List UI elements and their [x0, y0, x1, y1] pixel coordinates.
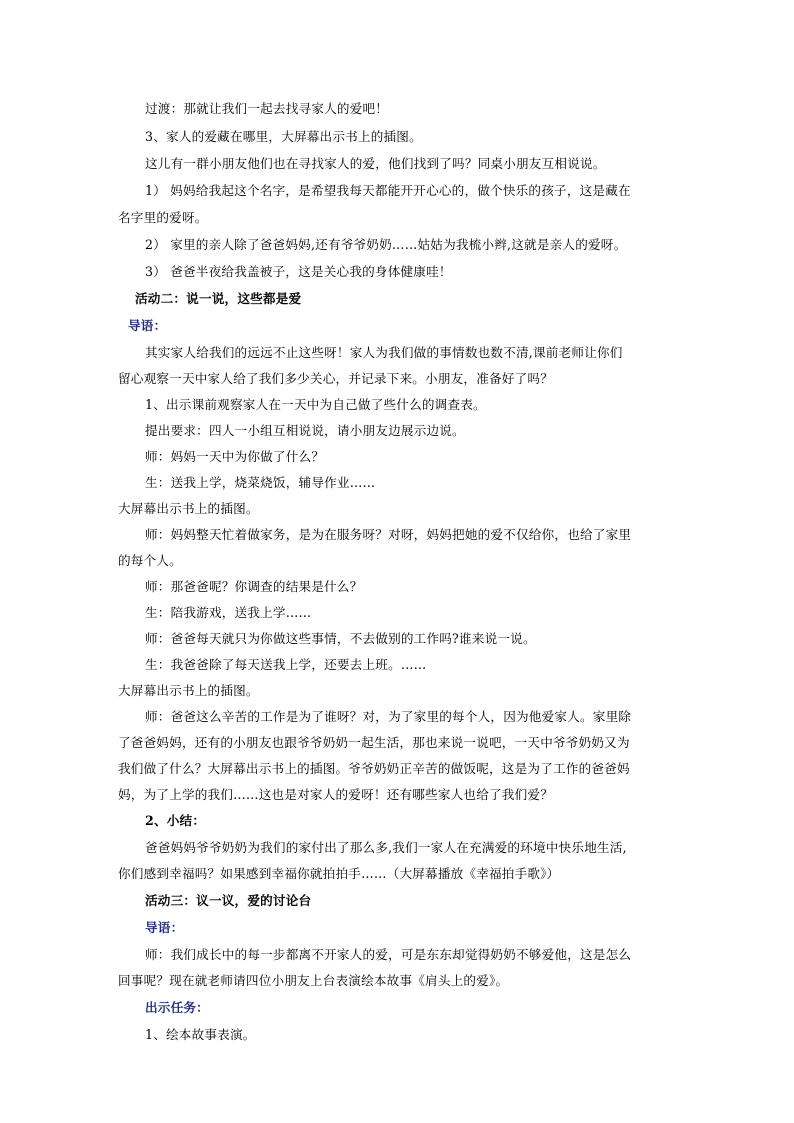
- task-item-1: 1、绘本故事表演。: [145, 1027, 256, 1042]
- teacher-line-continuation: 我们做了什么？大屏幕出示书上的插图。爷爷奶奶正辛苦的做饭呢，这是为了工作的爸爸妈: [118, 761, 630, 776]
- teacher-line-continuation: 了爸爸妈妈，还有的小朋友也跟爷爷奶奶一起生活，那也来说一说吧，一天中爷爷奶奶又为: [118, 735, 630, 750]
- paragraph-line: 其实家人给我们的远远不止这些呀！家人为我们做的事情数也数不清,课前老师让你们: [145, 345, 623, 360]
- teacher-line-continuation: 的每个人。: [118, 553, 182, 568]
- task-label: 出示任务：: [145, 1000, 209, 1015]
- teacher-line: 师：妈妈整天忙着做家务，是为在服务呀？对呀，妈妈把她的爱不仅给你，也给了家里: [145, 527, 632, 542]
- list-item-2: 2） 家里的亲人除了爸爸妈妈,还有爷爷奶奶……姑姑为我梳小辫,这就是亲人的爱呀。: [145, 237, 627, 252]
- summary-line: 爸爸妈妈爷爷奶奶为我们的家付出了那么多,我们一家人在充满爱的环境中快乐地生活,: [145, 840, 627, 855]
- activity-2-heading: 活动二：说一说，这些都是爱: [135, 291, 302, 306]
- step-1-line: 1、出示课前观察家人在一天中为自己做了些什么的调查表。: [145, 397, 486, 412]
- teacher-line: 师：爸爸这么辛苦的工作是为了谁呀？对，为了家里的每个人，因为他爱家人。家里除: [145, 709, 632, 724]
- transition-line: 过渡：那就让我们一起去找寻家人的爱吧！: [145, 101, 389, 116]
- guide-label: 导语：: [145, 920, 184, 935]
- teacher-line-continuation: 妈，为了上学的我们……这也是对家人的爱呀！还有哪些家人也给了我们爱？: [118, 787, 553, 802]
- student-line: 生：送我上学，烧菜烧饭，辅导作业……: [145, 475, 376, 490]
- list-item-1: 1） 妈妈给我起这个名字，是希望我每天都能开开心心的，做个快乐的孩子，这是藏在: [145, 183, 631, 198]
- teacher-line: 师：我们成长中的每一步都离不开家人的爱，可是东东却觉得奶奶不够爱他，这是怎么: [145, 947, 632, 962]
- summary-line-continuation: 你们感到幸福吗？如果感到幸福你就拍拍手……（大屏幕播放《幸福拍手歌》）: [118, 866, 560, 881]
- activity-3-heading: 活动三：议一议，爱的讨论台: [145, 893, 312, 908]
- student-line: 生：我爸爸除了每天送我上学，还要去上班。……: [145, 657, 427, 672]
- guide-label: 导语：: [128, 318, 167, 333]
- student-line: 生：陪我游戏，送我上学……: [145, 605, 312, 620]
- list-item-1-continuation: 名字里的爱呀。: [118, 210, 208, 225]
- requirement-line: 提出要求：四人一小组互相说说，请小朋友边展示边说。: [145, 423, 465, 438]
- paragraph-line: 这儿有一群小朋友他们也在寻找家人的爱，他们找到了吗？同桌小朋友互相说说。: [145, 156, 606, 171]
- teacher-line-continuation: 回事呢？现在就老师请四位小朋友上台表演绘本故事《肩头上的爱》。: [118, 973, 509, 988]
- teacher-line: 师：妈妈一天中为你做了什么？: [145, 449, 325, 464]
- screen-note: 大屏幕出示书上的插图。: [118, 501, 259, 516]
- teacher-line: 师：那爸爸呢？你调查的结果是什么？: [145, 579, 363, 594]
- screen-note: 大屏幕出示书上的插图。: [118, 683, 259, 698]
- list-item-3: 3） 爸爸半夜给我盖被子，这是关心我的身体健康哇！: [145, 264, 452, 279]
- paragraph-line: 留心观察一天中家人给了我们多少关心，并记录下来。小朋友，准备好了吗？: [118, 371, 553, 386]
- teacher-line: 师：爸爸每天就只为你做这些事情，不去做别的工作吗?谁来说一说。: [145, 631, 536, 646]
- step-3-heading: 3、家人的爱藏在哪里，大屏幕出示书上的插图。: [145, 129, 422, 144]
- summary-heading: 2、小结：: [145, 813, 206, 828]
